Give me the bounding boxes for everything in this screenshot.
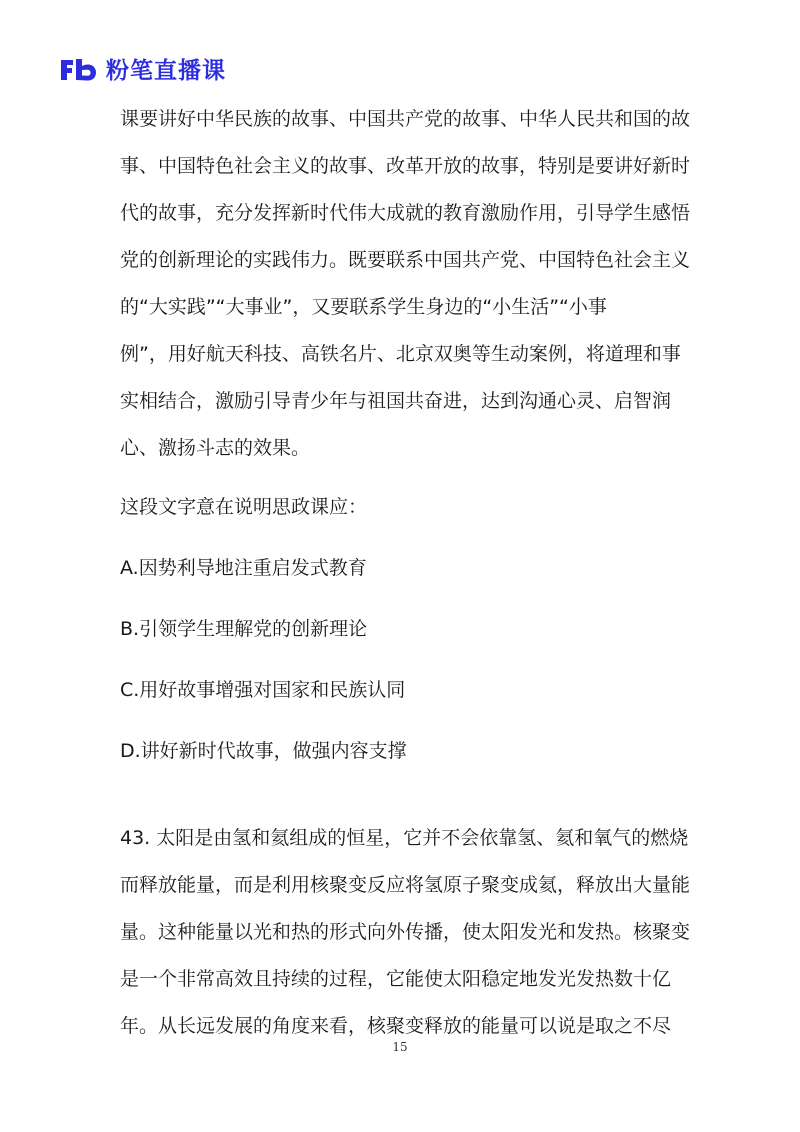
fenbi-logo-icon	[58, 55, 98, 83]
brand-name: 粉笔直播课	[106, 58, 226, 84]
passage-line: 例”，用好航天科技、高铁名片、北京双奥等生动案例，将道理和事	[120, 343, 681, 365]
option-c: C.用好故事增强对国家和民族认同	[120, 679, 406, 701]
passage-line: 心、激扬斗志的效果。	[120, 437, 311, 459]
option-a: A.因势利导地注重启发式教育	[120, 557, 367, 579]
passage-line: 党的创新理论的实践伟力。既要联系中国共产党、中国特色社会主义	[120, 249, 691, 271]
passage-line: 的“大实践”“大事业”，又要联系学生身边的“小生活”“小事	[120, 296, 607, 318]
passage-line: 事、中国特色社会主义的故事、改革开放的故事，特别是要讲好新时	[120, 155, 691, 177]
passage-line: 43. 太阳是由氢和氦组成的恒星，它并不会依靠氢、氦和氧气的燃烧	[120, 827, 689, 849]
question-stem: 这段文字意在说明思政课应：	[120, 496, 368, 518]
question-43-block	[120, 815, 691, 1050]
passage-text	[120, 96, 691, 472]
option-d: D.讲好新时代故事，做强内容支撑	[120, 740, 407, 762]
passage-line: 是一个非常高效且持续的过程，它能使太阳稳定地发光发热数十亿	[120, 968, 672, 990]
passage-line: 年。从长远发展的角度来看，核聚变释放的能量可以说是取之不尽	[120, 1015, 672, 1037]
page-number: 15	[392, 1040, 408, 1054]
passage-line: 量。这种能量以光和热的形式向外传播，使太阳发光和发热。核聚变	[120, 921, 691, 943]
passage-line: 课要讲好中华民族的故事、中国共产党的故事、中华人民共和国的故	[120, 108, 691, 130]
question-42-block	[120, 96, 691, 775]
passage-line: 实相结合，激励引导青少年与祖国共奋进，达到沟通心灵、启智润	[120, 390, 672, 412]
page-header	[58, 52, 226, 85]
passage-line: 而释放能量，而是利用核聚变反应将氢原子聚变成氦，释放出大量能	[120, 874, 691, 896]
passage-line: 代的故事，充分发挥新时代伟大成就的教育激励作用，引导学生感悟	[120, 202, 691, 224]
option-b: B.引领学生理解党的创新理论	[120, 618, 368, 640]
